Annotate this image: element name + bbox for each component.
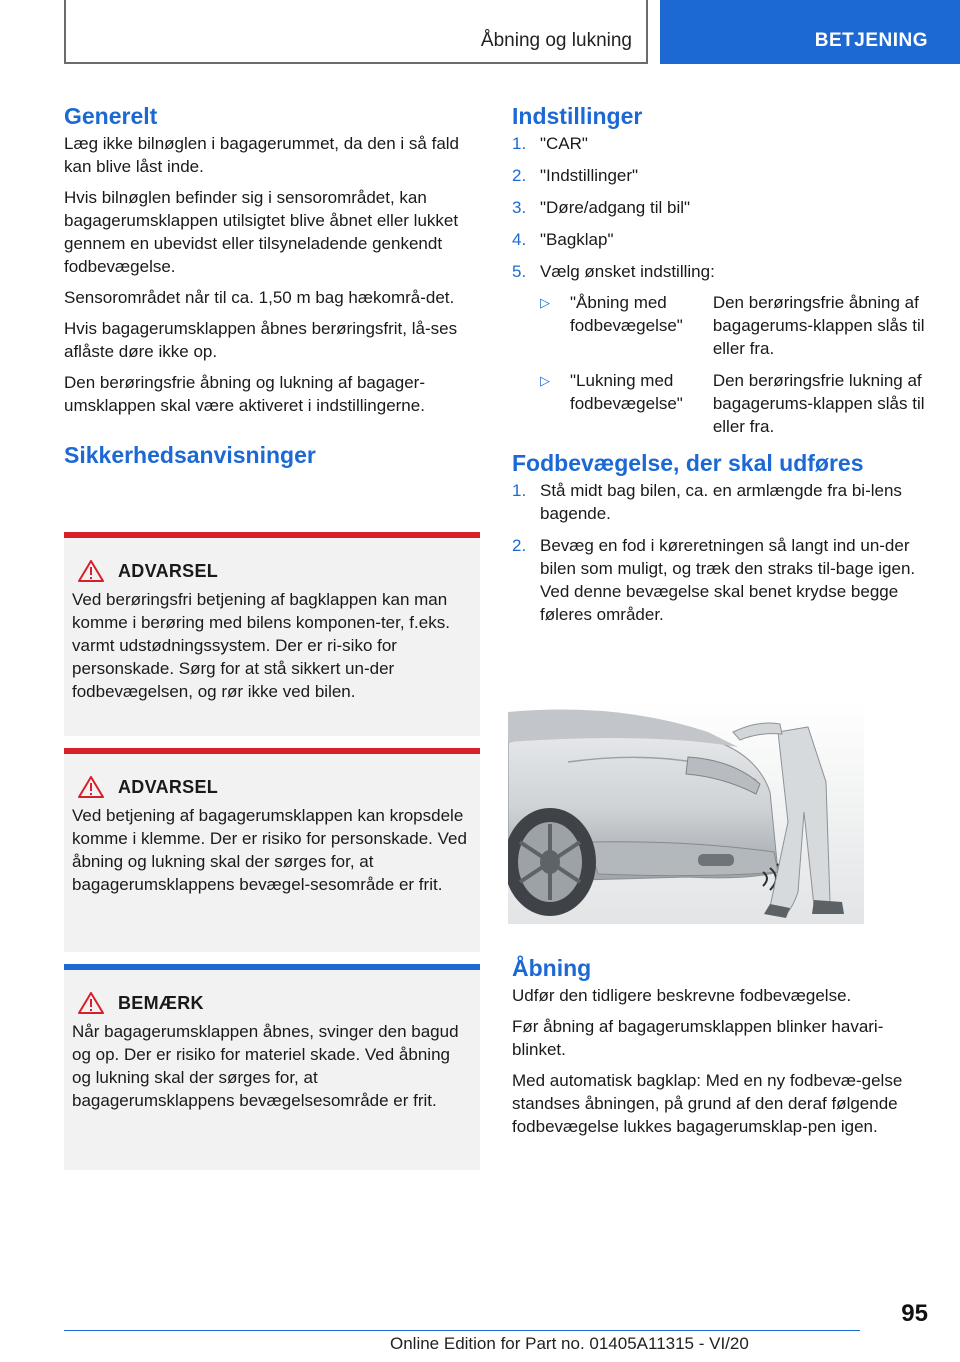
- opening-paragraph: Udfør den tidligere beskrevne fodbevægelse.: [512, 986, 852, 1005]
- option-item: ▷ "Åbning med fodbevægelse" Den berøringsfrie åbning af bagagerums-klappen slås til eller fra.: [540, 293, 925, 358]
- notice-text: Når bagagerumsklappen åbnes, svinger den bagud og op. Der er risiko for materiel skade. Ved åbning og lukning skal der sørges for, at bagagerumsklappens bevægelsesområde er frit.: [72, 1022, 459, 1110]
- general-paragraph: Sensorområdet når til ca. 1,50 m bag hækområ-det.: [64, 288, 455, 307]
- warning-title: ADVARSEL: [118, 776, 219, 797]
- opening-paragraph: Før åbning af bagagerumsklappen blinker havari-blinket.: [512, 1017, 884, 1059]
- list-item: 1. Stå midt bag bilen, ca. en armlængde fra bi-lens bagende.: [512, 481, 902, 523]
- option-item: ▷ "Lukning med fodbevægelse" Den berøringsfrie lukning af bagagerums-klappen slås til eller fra.: [540, 371, 925, 436]
- general-heading: Generelt: [64, 103, 158, 129]
- notice-title: BEMÆRK: [118, 992, 204, 1013]
- right-column: [512, 100, 928, 635]
- notice-box: [64, 964, 480, 1170]
- settings-steps: [512, 132, 928, 438]
- opening-paragraph: Med automatisk bagklap: Med en ny fodbevæ-gelse standses åbningen, på grund af den deraf følgende fodbevægelse lukkes bagagerumsklap-pen igen.: [512, 1071, 903, 1136]
- list-item: 4. "Bagklap": [512, 230, 614, 249]
- settings-options: [512, 291, 928, 438]
- page-number: 95: [901, 1300, 928, 1327]
- warning-title: ADVARSEL: [118, 560, 219, 581]
- list-item: 3. "Døre/adgang til bil": [512, 198, 691, 217]
- footer-edition: Online Edition for Part no. 01405A11315 - VI/20: [390, 1334, 749, 1353]
- warning-box: [64, 748, 480, 952]
- list-item: 2. "Indstillinger": [512, 166, 639, 185]
- header-section-tab: [660, 0, 960, 64]
- foot-movement-heading: Fodbevægelse, der skal udføres: [512, 450, 864, 476]
- header-chapter-box: [64, 0, 648, 64]
- triangle-right-icon: ▷: [540, 295, 550, 310]
- general-paragraph: Hvis bilnøglen befinder sig i sensorområdet, kan bagagerumsklappen utilsigtet blive åbnet eller lukket gennem en ubevidst eller tilsyneladende genkendt fodbevægelse.: [64, 188, 459, 276]
- chapter-title: Åbning og lukning: [480, 30, 632, 51]
- section-title: BETJENING: [814, 30, 928, 51]
- list-item: 2. Bevæg en fod i køreretningen så langt ind un-der bilen som muligt, og træk den straks til-bage igen. Ved denne bevægelse skal benet krydse begge føleres områder.: [512, 536, 916, 624]
- general-paragraph: Hvis bagagerumsklappen åbnes berøringsfrit, lå-ses aflåste døre ikke op.: [64, 319, 458, 361]
- warning-box: [64, 532, 480, 736]
- general-paragraph: Den berøringsfrie åbning og lukning af bagager-umsklappen skal være aktiveret i indstillingerne.: [64, 373, 426, 415]
- notice-triangle-icon: [78, 992, 104, 1014]
- warning-text: Ved betjening af bagagerumsklappen kan kropsdele komme i klemme. Der er risiko for personskade. Ved åbning og lukning skal der sørges for, at bagagerumsklappens bevægel-sesområde er frit.: [72, 806, 467, 894]
- opening-heading: Åbning: [512, 955, 592, 981]
- list-item: 1. "CAR": [512, 134, 588, 153]
- footer-rule: [64, 1330, 860, 1331]
- left-column: [64, 100, 480, 471]
- warning-triangle-icon: [78, 776, 104, 798]
- triangle-right-icon: ▷: [540, 373, 550, 388]
- warning-text: Ved berøringsfri betjening af bagklappen kan man komme i berøring med bilens komponen-ter, f.eks. varmt udstødningssystem. Der er ri-siko for personskade. Sørg for at stå sikkert un-der fodbevægelsen, og rør ikke ved bilen.: [72, 590, 450, 701]
- general-paragraph: Læg ikke bilnøglen i bagagerummet, da den i så fald kan blive låst inde.: [64, 134, 460, 176]
- list-item: 5. Vælg ønsket indstilling: ▷ "Åbning med fodbevægelse" Den berøringsfrie åbning af bagagerums-klappen slås til eller fra. ▷ "Lukning med fodbevægelse" Den berøringsfrie lukning af bagagerums-klappen slås til eller fra.: [512, 260, 928, 438]
- foot-steps: [512, 479, 928, 626]
- opening-section: [512, 952, 928, 1146]
- safety-heading: Sikkerhedsanvisninger: [64, 442, 316, 468]
- settings-heading: Indstillinger: [512, 103, 643, 129]
- warning-triangle-icon: [78, 560, 104, 582]
- foot-gesture-illustration: [508, 702, 864, 924]
